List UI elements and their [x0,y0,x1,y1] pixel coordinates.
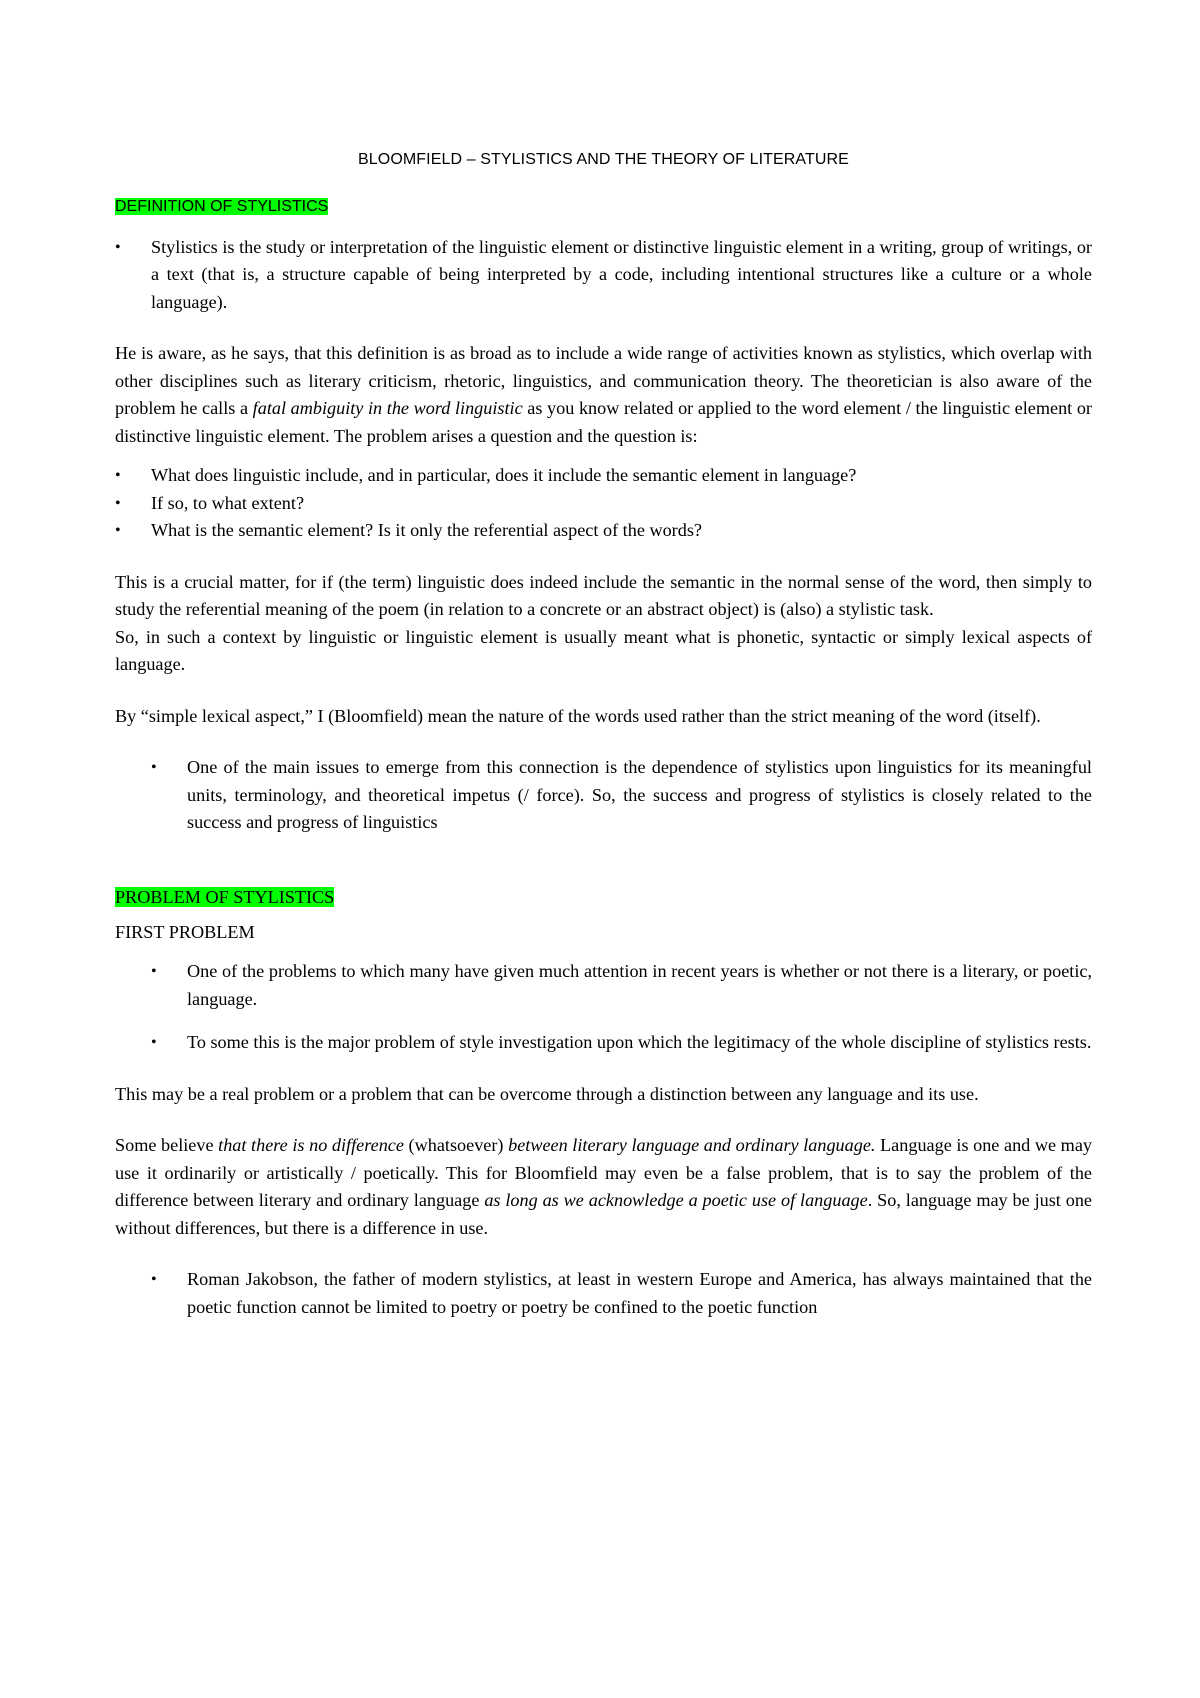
bullet-icon: • [115,494,121,512]
paragraph-text: as you know related or applied to the word element / the linguistic element or distinctive linguistic element. The problem arises a question and the question is: [115,398,1092,446]
list-item [151,1266,1092,1321]
jakobson-list [115,1266,1092,1321]
bullet-icon: • [115,467,121,484]
paragraph-text: He is aware, as he says, that this definition is as broad as to include a wide range of activities known as stylistics, which overlap with other disciplines such as literary criticism, rhetoric, linguistics, and communication theory. The theoretician is also aware of the problem he calls a [115,343,1092,418]
paragraph-text: Some believe [115,1135,219,1155]
paragraph-text: . So, language may be just one without differences, but there is a difference in use. [115,1190,1092,1238]
italic-text: fatal ambiguity in the word linguistic [252,398,523,418]
list-item [115,490,1092,518]
list-item [151,958,1092,1013]
list-item-text: To some this is the major problem of style investigation upon which the legitimacy of the whole discipline of stylistics rests. [187,1032,1092,1052]
bullet-icon: • [151,759,157,776]
list-item [115,234,1092,317]
question-list [115,462,1092,545]
italic-text: that there is no difference [218,1135,404,1155]
list-item-text: What does linguistic include, and in particular, does it include the semantic element in language? [151,465,857,485]
subheading-first-problem: FIRST PROBLEM [115,921,255,942]
paragraph-text: Language is one and we may use it ordinarily or artistically / poetically. This for Bloomfield may even be a false problem, that is to say the problem of the difference between literary and ordinary language [115,1135,1092,1210]
section-heading-problem [115,885,1092,909]
highlighted-heading-text: PROBLEM OF STYLISTICS [115,886,335,907]
section-heading-definition [115,196,1092,218]
list-item-text: What is the semantic element? Is it only the referential aspect of the words? [151,520,702,540]
list-item [115,517,1092,545]
bullet-icon: • [151,1271,157,1288]
bullet-icon: • [151,1034,157,1051]
paragraph: This may be a real problem or a problem that can be overcome through a distinction between any language and its use. [115,1083,979,1104]
problem-list [115,958,1092,1057]
list-item [115,462,1092,490]
bullet-icon: • [115,522,121,539]
definition-list [115,234,1092,317]
document-title: BLOOMFIELD – STYLISTICS AND THE THEORY OF LITERATURE [358,151,849,168]
paragraph: This is a crucial matter, for if (the term) linguistic does indeed include the semantic in the normal sense of the word, then simply to study the referential meaning of the poem (in relation to a concrete or an abstract object) is (also) a stylistic task. [115,571,1092,619]
list-item-text: One of the main issues to emerge from this connection is the dependence of stylistics upon linguistics for its meaningful units, terminology, and theoretical impetus (/ force). So, the success and progress of stylistics is closely related to the success and progress of linguistics [187,757,1092,832]
paragraph: By “simple lexical aspect,” I (Bloomfield) mean the nature of the words used rather than the strict meaning of the word (itself). [115,705,1041,726]
issue-list [115,754,1092,837]
paragraph [115,340,1092,450]
list-item [151,1029,1092,1057]
paragraph [115,1132,1092,1242]
bullet-icon: • [151,963,157,980]
bullet-icon: • [115,238,121,256]
list-item [151,754,1092,837]
italic-text: between literary language and ordinary language. [508,1135,876,1155]
italic-text: as long as we acknowledge a poetic use of language [484,1190,868,1210]
list-item-text: If so, to what extent? [151,492,305,513]
list-item-text: Stylistics is the study or interpretation of the linguistic element or distinctive linguistic element in a writing, group of writings, or a text (that is, a structure capable of being interpreted by a code, including intentional structures like a culture or a whole language). [151,236,1092,312]
list-item-text: One of the problems to which many have given much attention in recent years is whether or not there is a literary, or poetic, language. [187,961,1092,1009]
paragraph: So, in such a context by linguistic or linguistic element is usually meant what is phonetic, syntactic or simply lexical aspects of language. [115,626,1092,674]
paragraph-text: (whatsoever) [403,1135,509,1155]
highlighted-heading-text: DEFINITION OF STYLISTICS [115,197,329,215]
list-item-text: Roman Jakobson, the father of modern stylistics, at least in western Europe and America, has always maintained that the poetic function cannot be limited to poetry or poetry be confined to the poetic function [187,1269,1092,1317]
